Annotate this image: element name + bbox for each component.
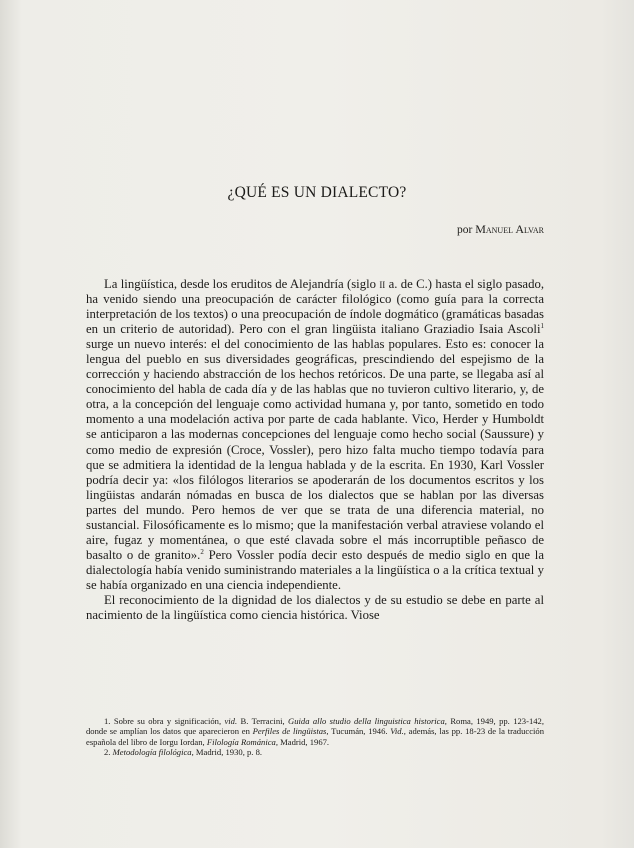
- article-body: [86, 277, 544, 623]
- fn2-book-metodologia: Metodología filológica: [112, 747, 192, 758]
- p1-text-d: Pero Vossler podía decir esto después de medio siglo en que la dialectología había venido suministrando materiales a la lingüística o a la crítica textual y se había organizado en una ciencia independiente.: [86, 547, 544, 592]
- footnote-2: [86, 747, 544, 757]
- p1-text-a: La lingüística, desde los eruditos de Alejandría (siglo: [104, 277, 380, 291]
- footnote-ref-2: 2: [200, 547, 204, 556]
- fn1-text-d: , Tucumán, 1946.: [326, 726, 391, 737]
- paragraph-1: [86, 277, 544, 593]
- footnote-1: [86, 716, 544, 747]
- footnotes: [86, 716, 544, 758]
- paragraph-2: El reconocimiento de la dignidad de los dialectos y de su estudio se debe en parte al nacimiento de la lingüística como ciencia histórica. Viose: [86, 592, 544, 623]
- page-title: ¿QUÉ ES UN DIALECTO?: [227, 184, 407, 201]
- fn1-text-b: B. Terracini,: [237, 716, 289, 726]
- author-name: Manuel Alvar: [475, 222, 544, 236]
- fn1-book-filologia: Filología Románica: [206, 736, 276, 747]
- fn1-book-perfiles: Perfiles de lingüistas: [252, 726, 327, 737]
- fn1-vid: vid.: [224, 716, 238, 726]
- fn1-book-guida: Guida allo studio della linguistica historica: [288, 716, 445, 726]
- fn2-text-a: 2.: [104, 747, 113, 758]
- p1-text-b: a. de C.) hasta el siglo pasado, ha venido siendo una preocupación de carácter filológico (como guía para la correcta interpretación de los textos) o una preocupación de índole dogmático (gramáticas basadas en un criterio de autoridad). Pero con el gran lingüista italiano Graziadio Isaia Ascoli: [86, 277, 545, 337]
- author-byline: [457, 222, 544, 237]
- p1-text-c: surge un nuevo interés: el del conocimiento de las hablas populares. Esto es: conocer la lengua del pueblo en sus diversidades geográficas, prescindiendo del espejismo de la corrección y haciendo abstracción de los hechos retóricos. De una parte, se llegaba así al conocimiento del habla de cada día y de las hablas que no tuvieron cultivo literario, y, de otra, a la concepción del lenguaje como actividad humana y, por tanto, sometido en todo momento a una modelación activa por parte de cada hablante. Vico, Herder y Humboldt se anticiparon a las modernas concepciones del lenguaje como hecho social (Saussure) y como medio de expresión (Croce, Vossler), pero hizo falta mucho tiempo todavía para que se admitiera la identidad de la lengua hablada y de la escrita. En 1930, Karl Vossler podría decir ya: «los filólogos literarios se apoderarán de los documentos escritos y los lingüistas andarán nómadas en busca de los dialectos que se hablan por las diversas partes del mundo. Pero hemos de ver que se trata de una diferencia material, no sustancial. Filosóficamente es lo mismo; que la manifestación verbal atraviese volando el aire, fugaz y momentánea, o que esté clavada sobre el más incorruptible peñasco de basalto o de granito».: [86, 337, 544, 562]
- century-numeral: ii: [379, 277, 386, 291]
- byline-prefix: por: [456, 224, 473, 236]
- fn1-vid2: Vid.: [390, 726, 404, 737]
- fn1-text-a: 1. Sobre su obra y significación,: [104, 716, 225, 726]
- footnote-ref-1: 1: [540, 322, 544, 331]
- fn2-text-b: , Madrid, 1930, p. 8.: [191, 747, 263, 758]
- fn1-text-f: , Madrid, 1967.: [275, 736, 330, 747]
- fn1-text-c: , Roma, 1949, pp. 123-142, donde se amplían los datos que aparecieron en: [86, 716, 544, 737]
- fn1-text-e: , además, las pp. 18-23 de la traducción española del libro de Iorgu Iordan,: [86, 726, 544, 747]
